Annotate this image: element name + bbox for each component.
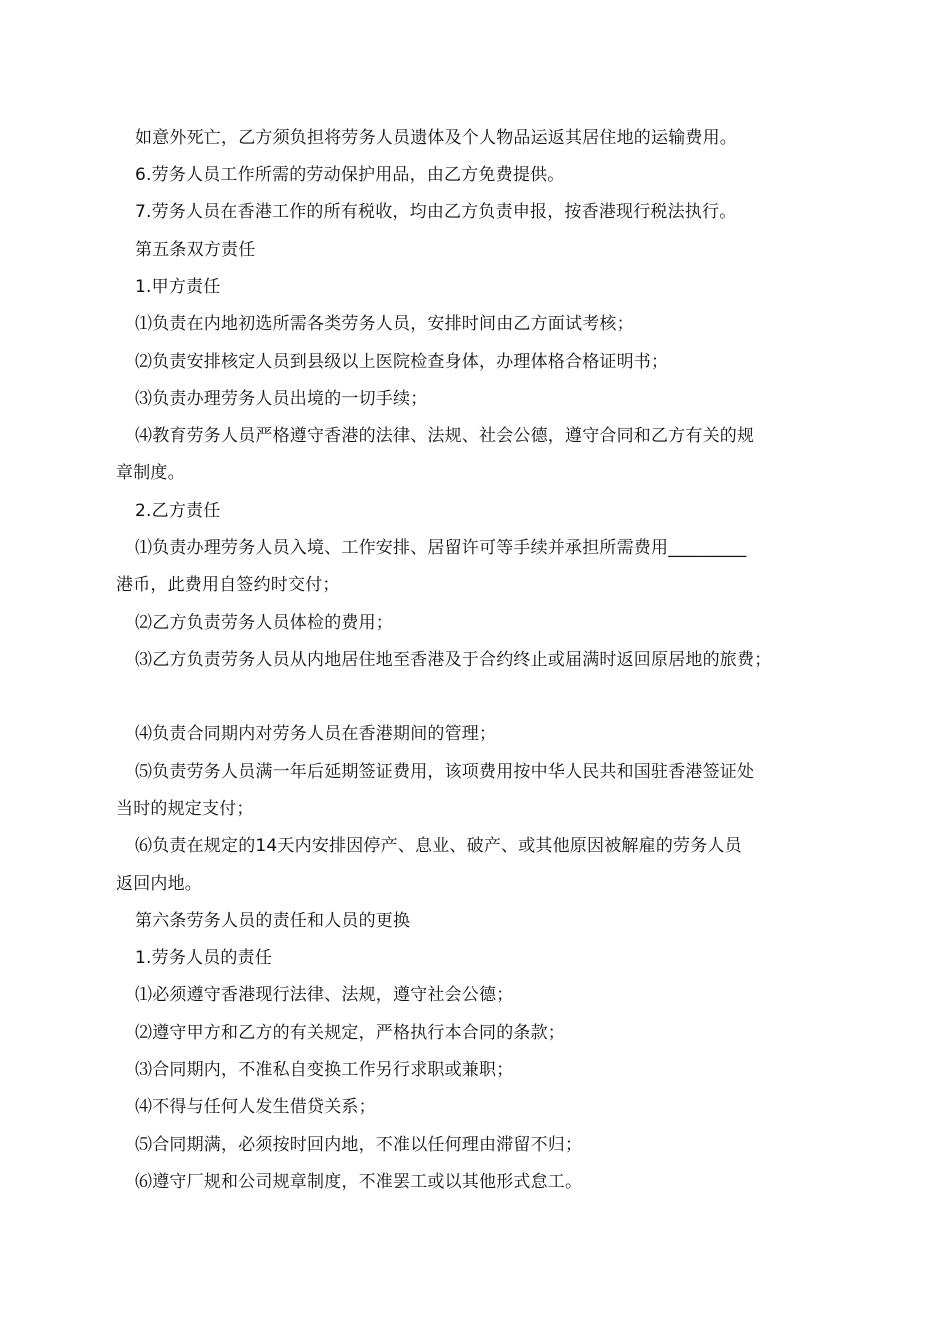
text-line-a3: ⑶负责办理劳务人员出境的一切手续； (135, 389, 428, 409)
text-line-a2: ⑵负责安排核定人员到县级以上医院检查身体，办理体格合格证明书； (135, 352, 669, 372)
text-line-item-7: 7.劳务人员在香港工作的所有税收，均由乙方负责申报，按香港现行税法执行。 (135, 202, 737, 222)
text-line-w2: ⑵遵守甲方和乙方的有关规定，严格执行本合同的条款； (135, 1023, 565, 1043)
text-line-w6: ⑹遵守厂规和公司规章制度，不准罢工或以其他形式怠工。 (135, 1172, 583, 1192)
text-line-b5: ⑸负责劳务人员满一年后延期签证费用，该项费用按中华人民共和国驻香港签证处 (135, 762, 755, 782)
subheading-party-a: 1.甲方责任 (135, 277, 221, 297)
text-line-w4: ⑷不得与任何人发生借贷关系； (135, 1097, 376, 1117)
text-line-b2: ⑵乙方负责劳务人员体检的费用； (135, 613, 393, 633)
section-heading-article-6: 第六条劳务人员的责任和人员的更换 (135, 911, 411, 931)
text-line-b5-cont: 当时的规定支付； (116, 799, 254, 819)
text-line-a1: ⑴负责在内地初选所需各类劳务人员，安排时间由乙方面试考核； (135, 314, 634, 334)
text-line-item-6: 6.劳务人员工作所需的劳动保护用品，由乙方免费提供。 (135, 165, 565, 185)
text-line-b6: ⑹负责在规定的14天内安排因停产、息业、破产、或其他原因被解雇的劳务人员 (135, 836, 742, 856)
text-line-b4: ⑷负责合同期内对劳务人员在香港期间的管理； (135, 724, 497, 744)
text-line-b3: ⑶乙方负责劳务人员从内地居住地至香港及于合约终止或届满时返回原居地的旅费； (135, 650, 772, 670)
text-line-w3: ⑶合同期内，不准私自变换工作另行求职或兼职； (135, 1060, 514, 1080)
subheading-party-b: 2.乙方责任 (135, 501, 221, 521)
text-line-b1: ⑴负责办理劳务人员入境、工作安排、居留许可等手续并承担所需费用_________ (135, 538, 747, 558)
text-line-accidental-death: 如意外死亡，乙方须负担将劳务人员遗体及个人物品运返其居住地的运输费用。 (135, 128, 737, 148)
text-line-a4-cont: 章制度。 (116, 463, 185, 483)
subheading-worker-duty: 1.劳务人员的责任 (135, 948, 273, 968)
text-line-w5: ⑸合同期满，必须按时回内地，不准以任何理由滞留不归； (135, 1135, 583, 1155)
text-line-w1: ⑴必须遵守香港现行法律、法规，遵守社会公德； (135, 985, 514, 1005)
text-line-a4: ⑷教育劳务人员严格遵守香港的法律、法规、社会公德，遵守合同和乙方有关的规 (135, 426, 755, 446)
text-line-b6-cont: 返回内地。 (116, 874, 202, 894)
text-line-b1-cont: 港币，此费用自签约时交付； (116, 575, 340, 595)
section-heading-article-5: 第五条双方责任 (135, 240, 256, 260)
